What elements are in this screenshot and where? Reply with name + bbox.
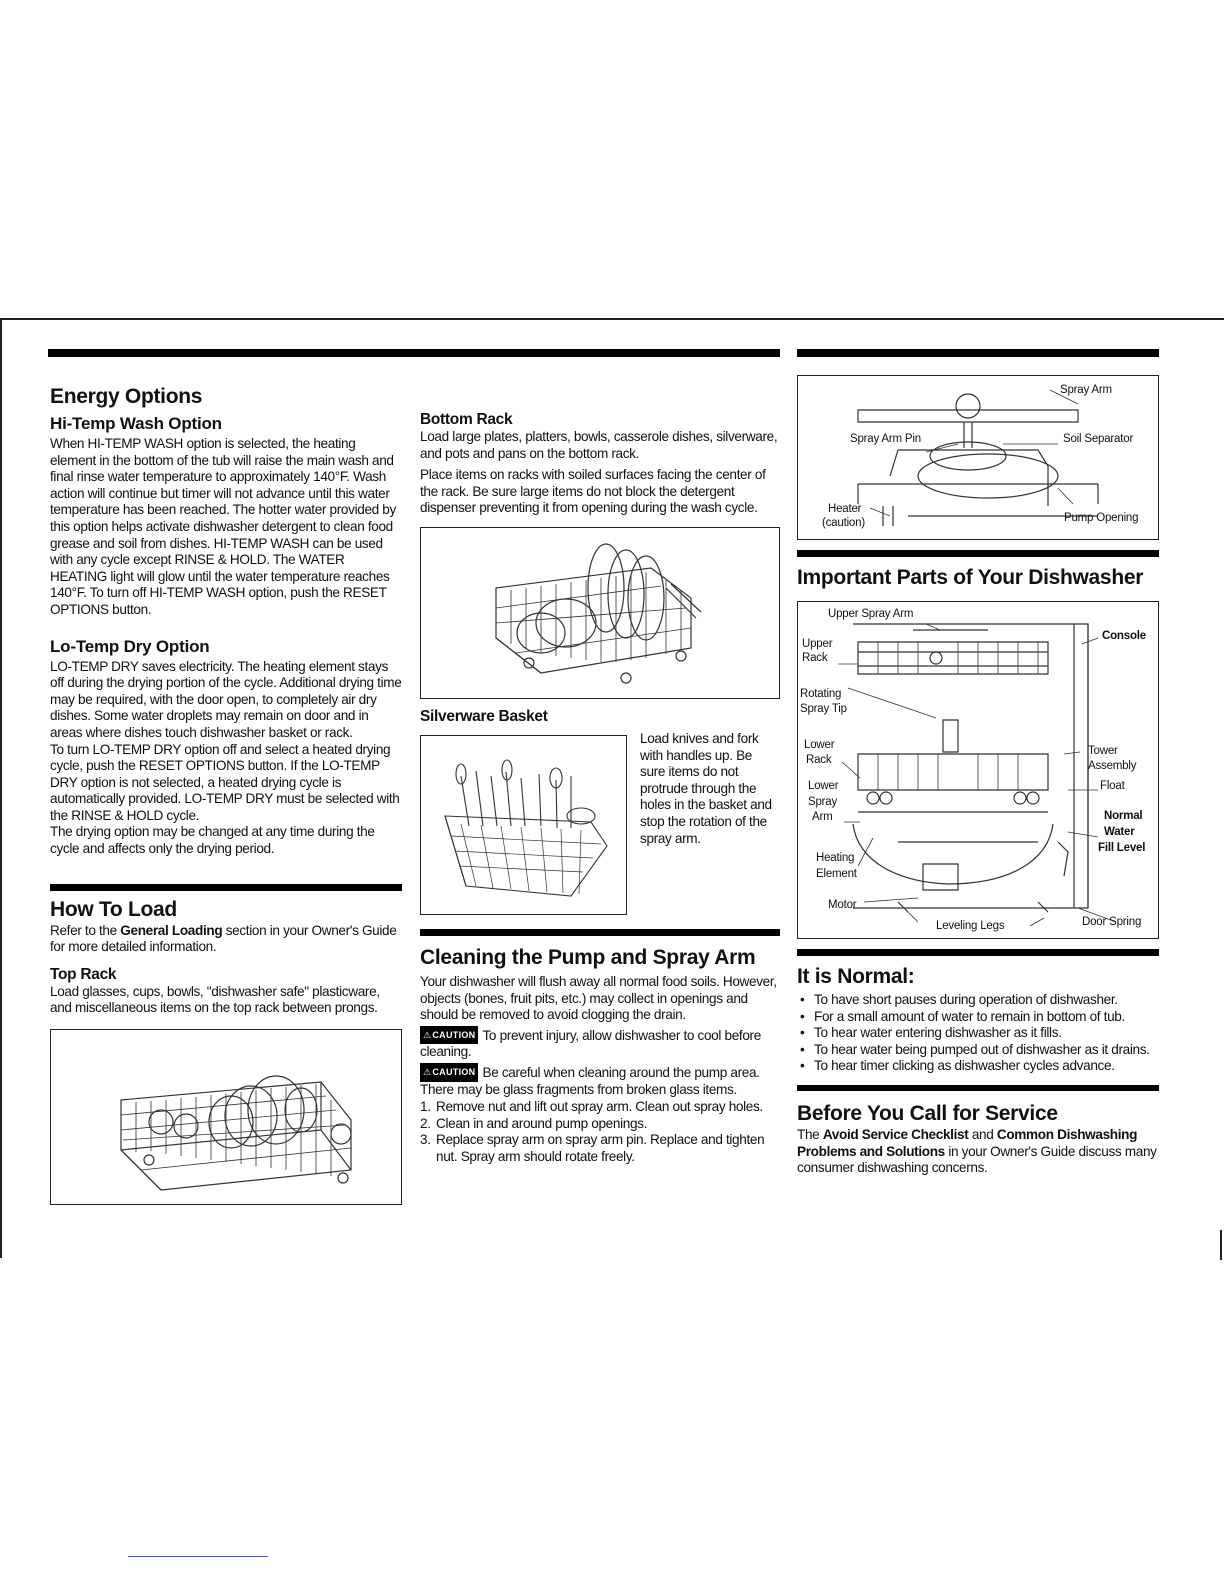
bottom-rack-heading: Bottom Rack [420, 411, 513, 428]
warning-triangle-icon: ⚠ [423, 1029, 432, 1040]
list-item: • To hear water entering dishwasher as it fills. [797, 1025, 1159, 1042]
list-item: 1. Remove nut and lift out spray arm. Clean out spray holes. [420, 1099, 763, 1115]
lotemp-body: LO-TEMP DRY saves electricity. The heating element stays off during the drying portion of the cycle. Additional drying time may be required, with the door open, to completely air dry dishes. Some water droplets may remain on door and in areas where dishes touch dishwasher basket or rack. [50, 658, 402, 740]
bottom-rack-illustration [420, 527, 780, 699]
label-assembly: Assembly [1088, 760, 1137, 772]
footer-link-line [128, 1556, 268, 1557]
label-tower: Tower [1088, 745, 1118, 757]
label-lower-rack: Rack [806, 754, 832, 766]
label-water: Water [1104, 826, 1135, 838]
page-frame-left [0, 318, 2, 1258]
bottom-rack-body-2: Place items on racks with soiled surfaces facing the center of the rack. Be sure large items do not block the detergent dispenser preventing it from opening during the wash cycle. [420, 467, 766, 516]
label-console: Console [1102, 630, 1146, 642]
label-normal: Normal [1104, 810, 1143, 822]
header-rule-right [797, 349, 1159, 357]
hitemp-body: When HI-TEMP WASH option is selected, the heating element in the bottom of the tub will raise the main wash and final rinse water temperature to approximately 140°F. Wash action will continue but timer will not advance until this water temperature has been reached. The hotter water provided by this option helps activate dishwasher detergent to clean food grease and soil from dishes. HI-TEMP WASH can be used with any cycle except RINSE & HOLD. The WATER HEATING light will glow until the water temperature reaches 140°F. To turn off HI-TEMP WASH option, push the RESET OPTIONS button. [50, 436, 396, 617]
label-heating: Heating [816, 852, 855, 864]
cleaning-intro: Your dishwasher will flush away all normal food soils. However, objects (bones, fruit pits, etc.) may collect in openings and should be removed to avoid clogging the drain. [420, 973, 777, 1023]
section-rule-5 [797, 1085, 1159, 1091]
list-item: 2. Clean in and around pump openings. [420, 1115, 648, 1131]
caution-2: ⚠CAUTION Be careful when cleaning around the pump area. There may be glass fragments from broken glass items. [420, 1064, 760, 1097]
normal-list [797, 992, 1159, 1075]
list-item: • To hear water being pumped out of dishwasher as it drains. [797, 1042, 1159, 1059]
hitemp-heading: Hi-Temp Wash Option [50, 414, 222, 433]
service-body: The Avoid Service Checklist and Common Dishwashing Problems and Solutions in your Owner's Guide discuss many consumer dishwashing concerns. [797, 1126, 1157, 1176]
label-pump-opening: Pump Opening [1064, 512, 1139, 524]
label-heater-caution: (caution) [822, 517, 865, 529]
label-motor: Motor [828, 899, 857, 911]
cleaning-steps [420, 1099, 780, 1165]
label-upper: Upper [802, 638, 833, 650]
label-heater: Heater [828, 503, 862, 515]
pump-spray-arm-diagram [797, 375, 1159, 540]
list-item: 3. Replace spray arm on spray arm pin. Replace and tighten nut. Spray arm should rotate freely. [420, 1132, 765, 1164]
label-lower-spray-1: Lower [808, 780, 839, 792]
top-rack-illustration [50, 1029, 402, 1205]
column-middle [420, 410, 780, 1166]
section-rule-3 [797, 550, 1159, 557]
cleaning-title: Cleaning the Pump and Spray Arm [420, 945, 756, 969]
label-leveling-legs: Leveling Legs [936, 920, 1005, 932]
top-rack-body: Load glasses, cups, bowls, "dishwasher safe" plasticware, and miscellaneous items on the top rack between prongs. [50, 983, 380, 1016]
page-frame-top [0, 318, 1224, 320]
normal-title: It is Normal: [797, 965, 915, 988]
label-spray-arm: Spray Arm [1060, 384, 1112, 396]
energy-options-title: Energy Options [50, 385, 203, 408]
label-rotating: Rotating [800, 688, 842, 700]
silverware-body: Load knives and fork with handles up. Be sure items do not protrude through the holes in the basket and stop the rotation of the spray arm. [640, 730, 772, 846]
lotemp-body-2: To turn LO-TEMP DRY option off and select a heated drying cycle, push the RESET OPTIONS button. If the LO-TEMP DRY option is not selected, a heated drying cycle is automatically provided. LO-TEMP DRY must be selected with the RINSE & HOLD cycle. [50, 741, 400, 823]
list-item: • For a small amount of water to remain in bottom of tub. [797, 1009, 1159, 1026]
label-lower: Lower [804, 739, 835, 751]
silverware-basket-illustration [420, 735, 627, 915]
warning-triangle-icon: ⚠ [423, 1066, 432, 1077]
label-spray-arm-pin: Spray Arm Pin [850, 433, 921, 445]
label-door-spring: Door Spring [1082, 916, 1142, 928]
caution-1: ⚠CAUTION To prevent injury, allow dishwasher to cool before cleaning. [420, 1027, 761, 1060]
label-element: Element [816, 868, 857, 880]
silverware-heading: Silverware Basket [420, 707, 548, 725]
parts-title: Important Parts of Your Dishwasher [797, 566, 1144, 589]
section-rule-4 [797, 949, 1159, 956]
column-left [50, 384, 402, 1205]
how-to-load-title: How To Load [50, 897, 177, 921]
label-float: Float [1100, 780, 1125, 792]
label-upper-spray-arm: Upper Spray Arm [828, 608, 914, 620]
caution-badge: ⚠CAUTION [420, 1063, 478, 1082]
column-right [797, 375, 1159, 1177]
section-rule-2 [420, 929, 780, 936]
section-rule [50, 884, 402, 891]
label-lower-spray-3: Arm [812, 811, 833, 823]
header-rule [48, 349, 780, 357]
silverware-row [420, 731, 780, 917]
top-rack-heading: Top Rack [50, 965, 117, 983]
list-item: • To have short pauses during operation of dishwasher. [797, 992, 1159, 1009]
label-fill-level: Fill Level [1098, 842, 1146, 854]
service-title: Before You Call for Service [797, 1101, 1058, 1125]
label-rack: Rack [802, 652, 828, 664]
how-to-load-intro: Refer to the General Loading section in your Owner's Guide for more detailed information. [50, 922, 397, 955]
page-frame-right [1220, 1230, 1222, 1260]
label-spray-tip: Spray Tip [800, 703, 847, 715]
dishwasher-parts-diagram [797, 601, 1159, 939]
lotemp-heading: Lo-Temp Dry Option [50, 636, 210, 656]
lotemp-body-3: The drying option may be changed at any time during the cycle and affects only the drying period. [50, 824, 375, 857]
label-soil-separator: Soil Separator [1063, 433, 1134, 445]
list-item: • To hear timer clicking as dishwasher cycles advance. [797, 1058, 1159, 1075]
bottom-rack-body: Load large plates, platters, bowls, casserole dishes, silverware, and pots and pans on the bottom rack. [420, 429, 778, 461]
caution-badge: ⚠CAUTION [420, 1026, 478, 1045]
label-lower-spray-2: Spray [808, 796, 838, 808]
